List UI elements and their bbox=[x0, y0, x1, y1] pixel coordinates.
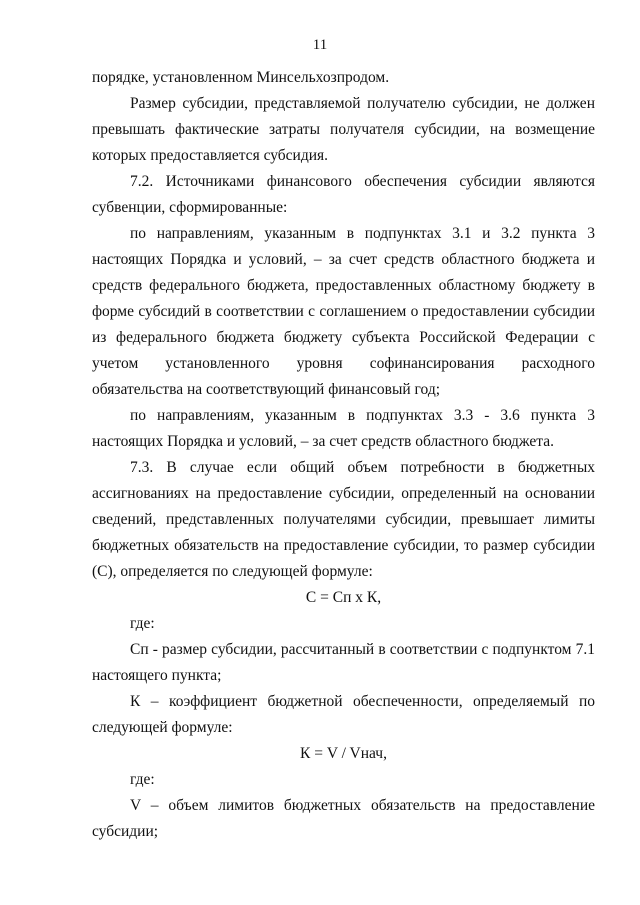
formula-subsidy: С = Сп х К, bbox=[305, 589, 382, 606]
definition-sp: Сп - размер субсидии, рассчитанный в соответствии с подпунктом 7.1 настоящего пункта; bbox=[92, 641, 595, 684]
label-where-1: где: bbox=[130, 615, 155, 632]
paragraph-directions-3-1-3-2: по направлениям, указанным в подпунктах 3.1 и 3.2 пункта 3 настоящих Порядка и условий, – за счет средств областного бюджета и средств федерального бюджета, предоставленных областному бюджету в форме субсидий в соответствии с соглашением о предоставлении субсидии из федерального бюджета бюджету субъекта Российской Федерации с учетом установленного уровня софинансирования расходного обязательства на соответствующий финансовый год; bbox=[92, 225, 595, 398]
document-body bbox=[92, 65, 595, 845]
paragraph-subsidy-limit: Размер субсидии, представляемой получателю субсидии, не должен превышать фактические затраты получателя субсидии, на возмещение которых предоставляется субсидия. bbox=[92, 95, 595, 164]
paragraph-directions-3-3-3-6: по направлениям, указанным в подпунктах 3.3 - 3.6 пункта 3 настоящих Порядка и условий, – за счет средств областного бюджета. bbox=[92, 407, 595, 450]
paragraph-7-3: 7.3. В случае если общий объем потребности в бюджетных ассигнованиях на предоставление субсидии, определенный на основании сведений, представленных получателями субсидии, превышает лимиты бюджетных обязательств на предоставление субсидии, то размер субсидии (С), определяется по следующей формуле: bbox=[92, 459, 595, 580]
paragraph-7-2: 7.2. Источниками финансового обеспечения субсидии являются субвенции, сформированные: bbox=[92, 173, 595, 216]
definition-v: V – объем лимитов бюджетных обязательств на предоставление субсидии; bbox=[92, 797, 595, 840]
formula-coefficient: К = V / Vнач, bbox=[300, 745, 387, 762]
label-where-2: где: bbox=[130, 771, 155, 788]
paragraph-continuation: порядке, установленном Минсельхозпродом. bbox=[92, 69, 390, 86]
page-number: 11 bbox=[312, 37, 328, 53]
definition-k: К – коэффициент бюджетной обеспеченности, определяемый по следующей формуле: bbox=[92, 693, 595, 736]
